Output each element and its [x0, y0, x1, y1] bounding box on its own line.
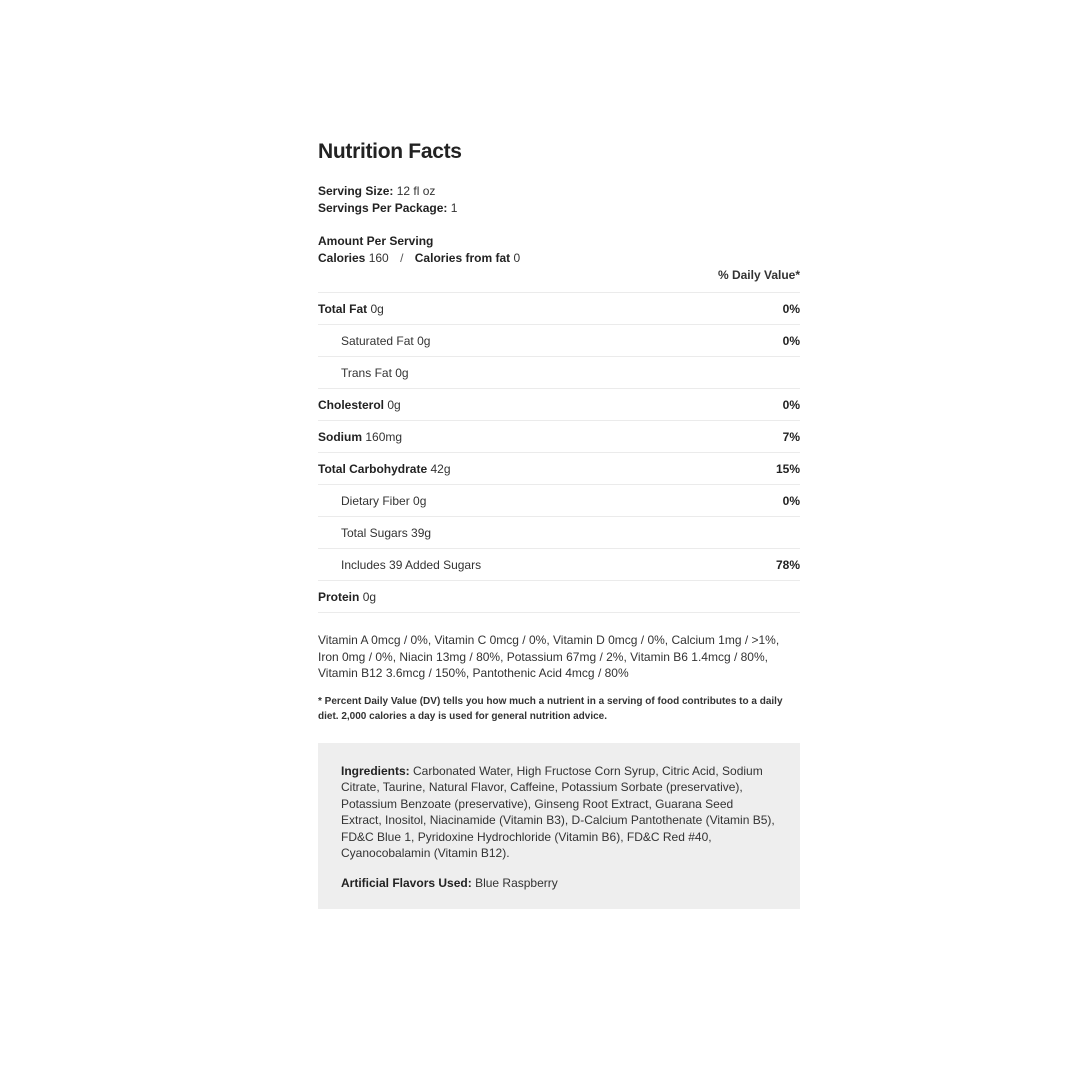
nutrient-daily-value: 0%	[782, 493, 800, 508]
amount-per-serving-heading	[318, 233, 800, 250]
nutrient-name: Protein	[318, 589, 360, 604]
serving-size-value: 12 fl oz	[396, 184, 436, 198]
nutrient-label	[318, 334, 430, 348]
nutrient-name: Trans Fat	[341, 365, 392, 380]
serving-size	[318, 183, 800, 200]
servings-per-package	[318, 200, 800, 217]
nutrient-row	[318, 517, 800, 549]
nutrient-name: Cholesterol	[318, 397, 385, 412]
ingredients-box	[318, 743, 800, 910]
nutrient-daily-value: 7%	[782, 429, 800, 444]
daily-value-footnote: * Percent Daily Value (DV) tells you how much a nutrient in a serving of food contributes to a daily diet. 2,000 calories a day is used for general nutrition advice.	[318, 695, 783, 722]
nutrient-amount: 39g	[411, 525, 432, 540]
nutrient-label	[318, 462, 451, 476]
artificial-flavors-label: Artificial Flavors Used:	[341, 875, 472, 890]
nutrient-name: Total Carbohydrate	[318, 461, 428, 476]
nutrient-label	[318, 558, 481, 572]
nutrient-daily-value: 78%	[775, 557, 800, 572]
nutrient-row	[318, 549, 800, 581]
nutrient-table	[318, 292, 800, 613]
calories-separator: /	[400, 251, 404, 265]
artificial-flavors	[341, 875, 777, 892]
nutrient-amount: 160mg	[365, 429, 403, 444]
calories-from-fat-label: Calories from fat	[414, 251, 511, 265]
nutrient-label	[318, 526, 431, 540]
nutrient-row	[318, 293, 800, 325]
ingredients-text	[341, 763, 777, 862]
amount-heading-text: Amount Per Serving	[318, 234, 434, 248]
nutrient-label	[318, 366, 409, 380]
ingredients-list: Carbonated Water, High Fructose Corn Syrup, Citric Acid, Sodium Citrate, Taurine, Natural Flavor, Caffeine, Potassium Sorbate (preservative), Potassium Benzoate (preservative), Ginseng Root Extract, Guarana Seed Extract, Inositol, Niacinamide (Vitamin B3), D-Calcium Pantothenate (Vitamin B5), FD&C Blue 1, Pyridoxine Hydrochloride (Vitamin B6), FD&C Red #40, Cyanocobalamin (Vitamin B12).	[341, 763, 775, 860]
nutrient-amount: 0g	[395, 365, 409, 380]
nutrient-label	[318, 590, 376, 604]
nutrient-amount: 0g	[417, 333, 431, 348]
nutrient-amount: 0g	[413, 493, 427, 508]
nutrient-name: Sodium	[318, 429, 362, 444]
nutrient-name: Total Fat	[318, 301, 368, 316]
nutrient-row	[318, 581, 800, 613]
servings-per-package-label: Servings Per Package:	[318, 201, 448, 215]
serving-size-label: Serving Size:	[318, 184, 394, 198]
nutrient-amount: 0g	[362, 589, 377, 604]
nutrient-daily-value: 15%	[775, 461, 800, 476]
nutrient-row	[318, 485, 800, 517]
nutrient-amount: 0g	[370, 301, 384, 316]
nutrient-row	[318, 357, 800, 389]
nutrient-label	[318, 494, 426, 508]
nutrient-label	[318, 302, 384, 316]
nutrient-name: Total Sugars	[341, 525, 408, 540]
servings-per-package-value: 1	[450, 201, 458, 215]
nutrient-amount: 42g	[430, 461, 451, 476]
calories-value: 160	[368, 251, 389, 265]
ingredients-label: Ingredients:	[341, 763, 410, 778]
artificial-flavors-value: Blue Raspberry	[475, 875, 558, 890]
nutrient-daily-value: 0%	[782, 333, 800, 348]
calories-label: Calories	[318, 251, 366, 265]
vitamins-minerals: Vitamin A 0mcg / 0%, Vitamin C 0mcg / 0%, Vitamin D 0mcg / 0%, Calcium 1mg / >1%, Iron 0mg / 0%, Niacin 13mg / 80%, Potassium 67mg / 2%, Vitamin B6 1.4mcg / 80%, Vitamin B12 3.6mcg / 150%, Pantothenic Acid 4mcg / 80%	[318, 633, 780, 680]
calories-from-fat-value: 0	[513, 251, 521, 265]
nutrient-amount: 0g	[387, 397, 401, 412]
nutrient-label	[318, 398, 401, 412]
nutrient-label	[318, 430, 402, 444]
nutrient-daily-value: 0%	[782, 301, 800, 316]
calories-line	[318, 250, 800, 267]
nutrient-name: Saturated Fat	[341, 333, 414, 348]
nutrient-row	[318, 453, 800, 485]
page-title: Nutrition Facts	[318, 140, 462, 163]
nutrition-panel	[318, 138, 800, 909]
nutrient-name: Includes 39 Added Sugars	[341, 557, 482, 572]
daily-value-header: % Daily Value*	[717, 268, 800, 282]
nutrient-name: Dietary Fiber	[341, 493, 410, 508]
nutrient-row	[318, 421, 800, 453]
nutrient-row	[318, 325, 800, 357]
nutrient-daily-value: 0%	[782, 397, 800, 412]
nutrient-row	[318, 389, 800, 421]
